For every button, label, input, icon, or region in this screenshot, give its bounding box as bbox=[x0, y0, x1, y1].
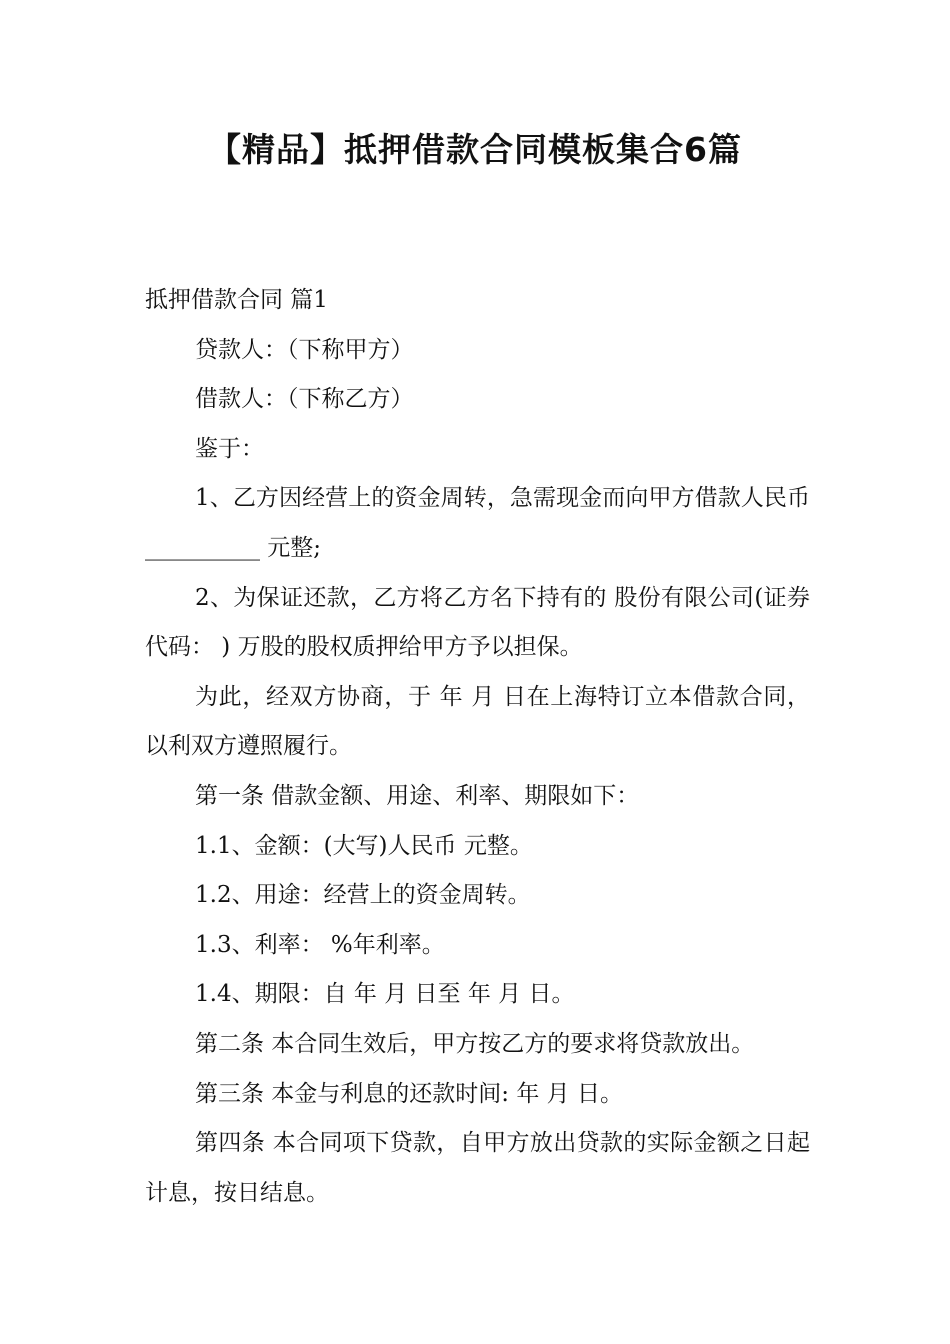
document-title: 【精品】抵押借款合同模板集合6篇 bbox=[208, 130, 742, 169]
section-heading: 抵押借款合同 篇1 bbox=[145, 287, 328, 313]
article-1-heading: 第一条 借款金额、用途、利率、期限如下： bbox=[195, 782, 640, 809]
clause-1-3: 1.3、利率： %年利率。 bbox=[195, 931, 445, 958]
lender-line: 贷款人：（下称甲方） bbox=[195, 336, 414, 363]
clause-1-1: 1.1、金额：(大写)人民币 元整。 bbox=[195, 832, 533, 859]
borrower-line: 借款人：（下称乙方） bbox=[195, 386, 414, 413]
article-2: 第二条 本合同生效后，甲方按乙方的要求将贷款放出。 bbox=[195, 1030, 755, 1057]
agreement-statement: 为此，经双方协商，于 年 月 日在上海特订立本借款合同，以利双方遵照履行。 bbox=[145, 683, 810, 760]
article-3: 第三条 本金与利息的还款时间: 年 月 日。 bbox=[195, 1080, 623, 1107]
whereas-line: 鉴于： bbox=[195, 435, 264, 462]
clause-1-2: 1.2、用途：经营上的资金周转。 bbox=[195, 882, 531, 909]
recital-2: 2、为保证还款，乙方将乙方名下持有的 股份有限公司(证券代码： ) 万股的股权质押给甲方予以担保。 bbox=[145, 584, 810, 661]
document-body bbox=[145, 276, 810, 1218]
recital-1: 1、乙方因经营上的资金周转，急需现金而向甲方借款人民币__________ 元整; bbox=[145, 485, 810, 561]
article-4: 第四条 本合同项下贷款，自甲方放出贷款的实际金额之日起计息，按日结息。 bbox=[145, 1130, 810, 1206]
clause-1-4: 1.4、期限：自 年 月 日至 年 月 日。 bbox=[195, 981, 575, 1008]
